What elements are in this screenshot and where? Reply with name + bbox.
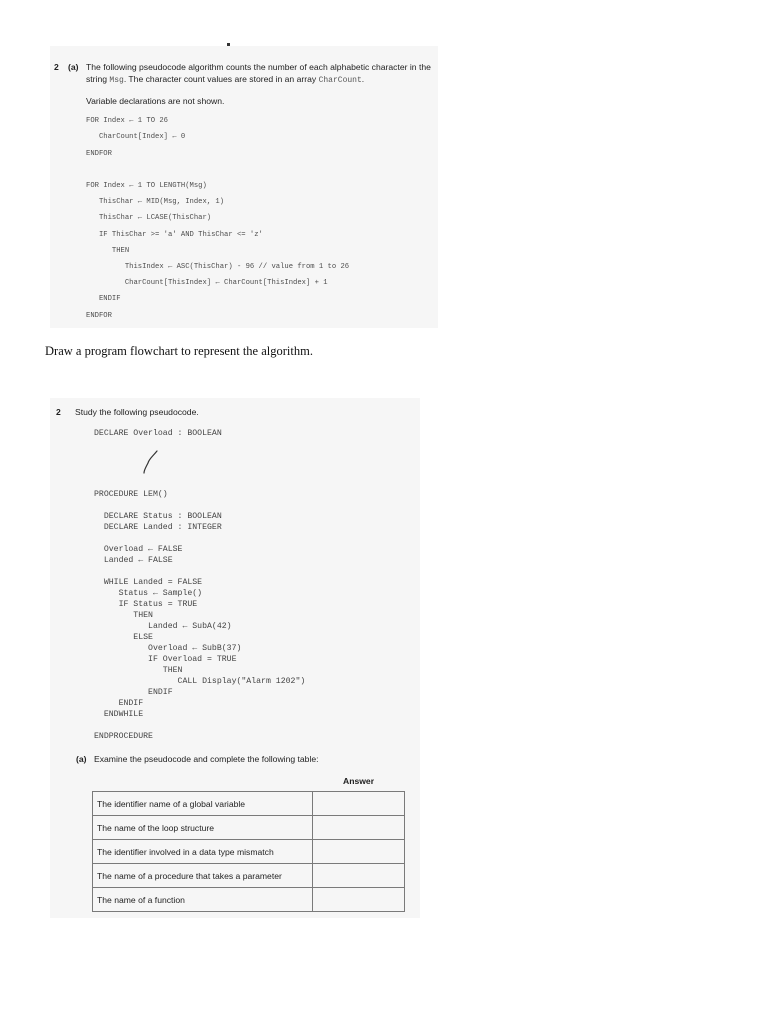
table-answer-cell[interactable] xyxy=(312,816,404,840)
q1-number: 2 xyxy=(54,62,59,72)
table-row xyxy=(93,864,405,888)
q1-code-line: ThisChar ← MID(Msg, Index, 1) xyxy=(86,198,225,206)
q2-code-line: Status ← Sample() xyxy=(94,589,203,598)
table-row xyxy=(93,816,405,840)
q1-var-array: CharCount xyxy=(318,76,362,85)
table-answer-cell[interactable] xyxy=(312,792,404,816)
q1-intro-line1: The following pseudocode algorithm counts the number of each alphabetic character in the xyxy=(86,62,431,72)
q2-code-line: ELSE xyxy=(94,633,153,642)
q1-code-line: ThisIndex ← ASC(ThisChar) - 96 // value from 1 to 26 xyxy=(86,263,350,271)
q1-var-msg: Msg xyxy=(109,76,124,85)
table-row xyxy=(93,888,405,912)
q1-code-line: FOR Index ← 1 TO LENGTH(Msg) xyxy=(86,182,207,190)
q2-code-line: THEN xyxy=(94,611,153,620)
flowchart-instruction: Draw a program flowchart to represent the algorithm. xyxy=(45,344,313,358)
q2-code-line: Overload ← FALSE xyxy=(94,545,183,554)
q2-code-line: THEN xyxy=(94,666,183,675)
table-answer-cell[interactable] xyxy=(312,888,404,912)
q2-part-text: Examine the pseudocode and complete the following table: xyxy=(94,754,319,764)
q1-note: Variable declarations are not shown. xyxy=(86,96,225,106)
answer-column-header: Answer xyxy=(343,776,375,786)
handwritten-tick-mark xyxy=(140,448,162,476)
table-answer-cell[interactable] xyxy=(312,840,404,864)
q2-code-line: ENDIF xyxy=(94,699,144,708)
answer-table xyxy=(92,791,405,912)
q2-code-line: DECLARE Landed : INTEGER xyxy=(94,523,222,532)
q1-intro-line2 xyxy=(86,74,364,85)
q1-intro-pre: string xyxy=(86,74,108,84)
q1-intro-mid: . The character count values are stored in an array xyxy=(123,74,317,84)
q2-code-line: ENDPROCEDURE xyxy=(94,732,153,741)
q1-code-line: ENDFOR xyxy=(86,150,112,158)
q2-code-line: ENDIF xyxy=(94,688,173,697)
q2-code-line: Landed ← FALSE xyxy=(94,556,173,565)
q1-code-line: CharCount[ThisIndex] ← CharCount[ThisIndex] + 1 xyxy=(86,279,328,287)
q2-code-line: CALL Display("Alarm 1202") xyxy=(94,677,306,686)
q2-part-label: (a) xyxy=(76,754,87,764)
q2-intro: Study the following pseudocode. xyxy=(75,407,199,417)
table-question-cell: The name of the loop structure xyxy=(93,816,313,840)
q1-code-line: FOR Index ← 1 TO 26 xyxy=(86,117,168,125)
q2-code-line: DECLARE Status : BOOLEAN xyxy=(94,512,222,521)
table-question-cell: The name of a function xyxy=(93,888,313,912)
q2-code-line: Overload ← SubB(37) xyxy=(94,644,242,653)
q2-code-line: PROCEDURE LEM() xyxy=(94,490,168,499)
table-question-cell: The name of a procedure that takes a parameter xyxy=(93,864,313,888)
table-row xyxy=(93,840,405,864)
table-question-cell: The identifier involved in a data type mismatch xyxy=(93,840,313,864)
table-row xyxy=(93,792,405,816)
q1-code-line: ENDFOR xyxy=(86,312,112,320)
q1-code-line: IF ThisChar >= 'a' AND ThisChar <= 'z' xyxy=(86,231,263,239)
q2-code-line: IF Status = TRUE xyxy=(94,600,198,609)
q2-code-line: IF Overload = TRUE xyxy=(94,655,237,664)
q2-code-line: WHILE Landed = FALSE xyxy=(94,578,203,587)
table-question-cell: The identifier name of a global variable xyxy=(93,792,313,816)
q1-code-line: CharCount[Index] ← 0 xyxy=(86,133,186,141)
q2-code-line: ENDWHILE xyxy=(94,710,144,719)
q2-global-declaration: DECLARE Overload : BOOLEAN xyxy=(94,429,222,438)
q1-part-label: (a) xyxy=(68,62,79,72)
q2-number: 2 xyxy=(56,407,61,417)
q1-code-line: ENDIF xyxy=(86,295,121,303)
q2-code-line: Landed ← SubA(42) xyxy=(94,622,232,631)
q1-code-line: THEN xyxy=(86,247,130,255)
q1-code-line: ThisChar ← LCASE(ThisChar) xyxy=(86,214,212,222)
q1-intro-post: . xyxy=(361,74,365,84)
table-answer-cell[interactable] xyxy=(312,864,404,888)
